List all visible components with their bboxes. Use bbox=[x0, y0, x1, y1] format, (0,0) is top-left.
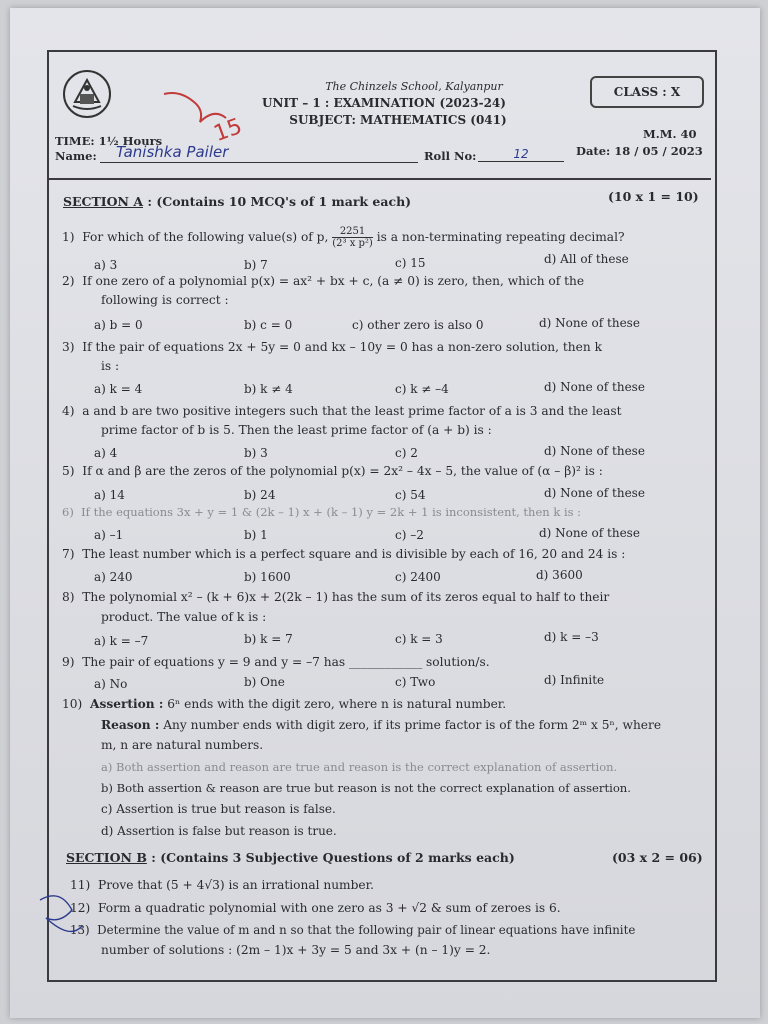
q1-option-d: d) All of these bbox=[544, 252, 629, 266]
question-1: 1) For which of the following value(s) of p, $\frac{2251}{\text{(2³ x p²)}}$ is a non-terminating repeating decimal? bbox=[62, 226, 625, 249]
question-3-line-2: is : bbox=[101, 359, 120, 373]
q3-option-c: c) k ≠ –4 bbox=[395, 382, 449, 396]
time-label: TIME: 1½ Hours bbox=[55, 134, 163, 148]
name-field bbox=[100, 142, 418, 163]
question-2: 2) If one zero of a polynomial p(x) = ax² + bx + c, (a ≠ 0) is zero, then, which of the bbox=[62, 274, 585, 288]
roll-field bbox=[478, 143, 564, 162]
q4-option-c: c) 2 bbox=[395, 446, 418, 460]
q9-option-d: d) Infinite bbox=[544, 673, 605, 687]
section-a-marks: (10 x 1 = 10) bbox=[608, 189, 699, 204]
q10-option-b: b) Both assertion & reason are true but reason is not the correct explanation of assertion. bbox=[101, 781, 631, 795]
q7-option-a: a) 240 bbox=[94, 570, 133, 584]
roll-label: Roll No: bbox=[424, 149, 477, 163]
q2-option-d: d) None of these bbox=[539, 316, 640, 330]
question-12: 12) Form a quadratic polynomial with one zero as 3 + √2 & sum of zeroes is 6. bbox=[70, 901, 561, 915]
header-divider bbox=[49, 178, 711, 180]
q10-option-a: a) Both assertion and reason are true and reason is the correct explanation of assertion. bbox=[101, 760, 618, 774]
exam-title: UNIT – 1 : EXAMINATION (2023-24) bbox=[262, 96, 506, 110]
question-9: 9) The pair of equations y = 9 and y = –7 has ____________ solution/s. bbox=[62, 655, 490, 669]
question-7: 7) The least number which is a perfect square and is divisible by each of 16, 20 and 24 is : bbox=[62, 547, 626, 561]
question-13: 13) Determine the value of m and n so that the following pair of linear equations have infinite bbox=[70, 923, 636, 937]
question-8-line-2: product. The value of k is : bbox=[101, 610, 267, 624]
name-label: Name: bbox=[55, 149, 97, 163]
question-10: 10) Assertion : 6ⁿ ends with the digit zero, where n is natural number. bbox=[62, 697, 507, 711]
question-2-line-2: following is correct : bbox=[101, 293, 229, 307]
question-5: 5) If α and β are the zeros of the polynomial p(x) = 2x² – 4x – 5, the value of (α – β)² is : bbox=[62, 464, 603, 478]
exam-date: Date: 18 / 05 / 2023 bbox=[576, 144, 703, 158]
question-6: 6) If the equations 3x + y = 1 & (2k – 1) x + (k – 1) y = 2k + 1 is inconsistent, then k is : bbox=[62, 505, 582, 519]
question-8: 8) The polynomial x² – (k + 6)x + 2(2k – 1) has the sum of its zeros equal to half to their bbox=[62, 590, 610, 604]
roll-value: 12 bbox=[513, 147, 529, 161]
q7-option-c: c) 2400 bbox=[395, 570, 441, 584]
section-b-heading: SECTION B : (Contains 3 Subjective Questions of 2 marks each) bbox=[66, 850, 515, 865]
q6-option-d: d) None of these bbox=[539, 526, 640, 540]
q4-option-b: b) 3 bbox=[244, 446, 268, 460]
q7-option-d: d) 3600 bbox=[536, 568, 583, 582]
class-box: CLASS : X bbox=[590, 76, 704, 108]
section-a-heading: SECTION A : (Contains 10 MCQ's of 1 mark each) bbox=[63, 194, 412, 209]
q9-option-b: b) One bbox=[244, 675, 285, 689]
q2-option-c: c) other zero is also 0 bbox=[352, 318, 484, 332]
q1-option-b: b) 7 bbox=[244, 258, 268, 272]
fraction: $\frac{2251}{\text{(2³ x p²)}}$ bbox=[332, 226, 373, 249]
question-11: 11) Prove that (5 + 4√3) is an irrational number. bbox=[70, 878, 374, 892]
q9-option-c: c) Two bbox=[395, 675, 436, 689]
question-4-line-2: prime factor of b is 5. Then the least prime factor of (a + b) is : bbox=[101, 423, 492, 437]
q5-option-a: a) 14 bbox=[94, 488, 125, 502]
q5-option-b: b) 24 bbox=[244, 488, 276, 502]
q10-option-c: c) Assertion is true but reason is false. bbox=[101, 802, 336, 816]
question-3: 3) If the pair of equations 2x + 5y = 0 and kx – 10y = 0 has a non-zero solution, then k bbox=[62, 340, 602, 354]
question-4: 4) a and b are two positive integers such that the least prime factor of a is 3 and the least bbox=[62, 404, 622, 418]
name-value: Tanishka Pailer bbox=[116, 143, 229, 161]
question-13-line-2: number of solutions : (2m – 1)x + 3y = 5 and 3x + (n – 1)y = 2. bbox=[101, 943, 491, 957]
section-b-marks: (03 x 2 = 06) bbox=[612, 850, 703, 865]
q4-option-d: d) None of these bbox=[544, 444, 645, 458]
max-marks: M.M. 40 bbox=[643, 127, 697, 141]
school-name: The Chinzels School, Kalyanpur bbox=[325, 80, 503, 93]
question-10-reason-line-2: m, n are natural numbers. bbox=[101, 738, 264, 752]
question-10-reason: Reason : Any number ends with digit zero, if its prime factor is of the form 2ᵐ x 5ⁿ, where bbox=[101, 718, 662, 732]
q4-option-a: a) 4 bbox=[94, 446, 118, 460]
q6-option-a: a) –1 bbox=[94, 528, 124, 542]
q10-option-d: d) Assertion is false but reason is true. bbox=[101, 824, 337, 838]
q3-option-b: b) k ≠ 4 bbox=[244, 382, 293, 396]
q8-option-d: d) k = –3 bbox=[544, 630, 599, 644]
q1-option-c: c) 15 bbox=[395, 256, 426, 270]
subject-title: SUBJECT: MATHEMATICS (041) bbox=[289, 113, 507, 127]
q8-option-a: a) k = –7 bbox=[94, 634, 149, 648]
handwritten-score: 15 bbox=[210, 113, 246, 148]
q1-option-a: a) 3 bbox=[94, 258, 118, 272]
q6-option-c: c) –2 bbox=[395, 528, 424, 542]
q2-option-b: b) c = 0 bbox=[244, 318, 293, 332]
q8-option-b: b) k = 7 bbox=[244, 632, 293, 646]
q5-option-d: d) None of these bbox=[544, 486, 645, 500]
q9-option-a: a) No bbox=[94, 677, 128, 691]
q7-option-b: b) 1600 bbox=[244, 570, 291, 584]
q3-option-a: a) k = 4 bbox=[94, 382, 143, 396]
q3-option-d: d) None of these bbox=[544, 380, 645, 394]
q5-option-c: c) 54 bbox=[395, 488, 426, 502]
school-logo-icon bbox=[63, 70, 111, 118]
q8-option-c: c) k = 3 bbox=[395, 632, 443, 646]
q6-option-b: b) 1 bbox=[244, 528, 268, 542]
q2-option-a: a) b = 0 bbox=[94, 318, 143, 332]
